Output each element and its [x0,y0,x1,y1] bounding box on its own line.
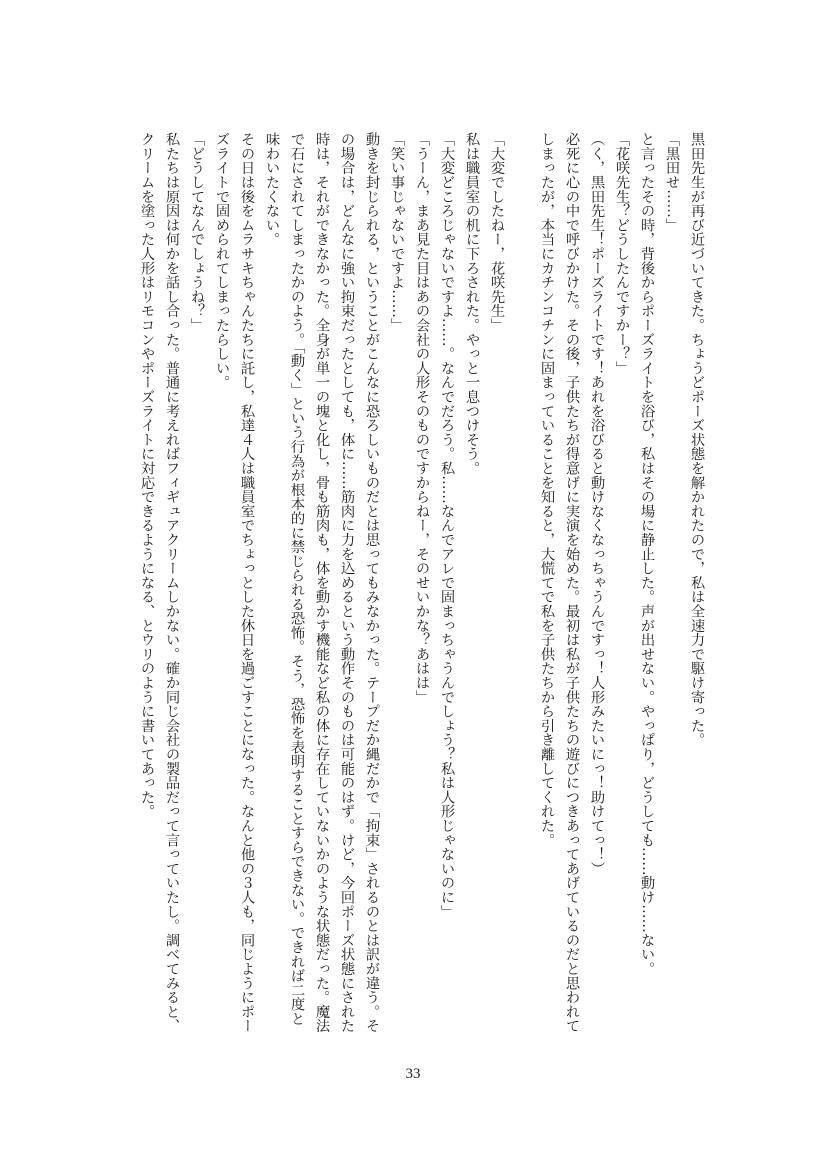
text-column: 私たちは原因は何かを話し合った。普通に考えればフィギュアクリームしかない。確か同じ会社の製品だって言っていたし。調べてみると、 [164,132,180,1033]
text-column: 「笑い事じゃないですよ……」 [389,132,405,333]
page-number: 33 [405,1066,421,1082]
text-column: 私は職員室の机に下ろされた。やっと一息つけそう。 [464,132,480,476]
text-column: 動きを封じられる，ということがこんなに恐ろしいものだとは思ってもみなかった。テープだか縄だかで「拘束」されるのとは訳が違う。そ [364,132,380,1033]
text-column: 時は，それができなかった。全身が単一の塊と化し，骨も筋肉も，体を動かす機能など私の体に存在していないかのような状態だった。魔法 [314,132,330,1033]
text-column: 「うーん，まあ見た目はあの会社の人形そのものですからねー，そのせいかな？あはは」 [414,132,430,704]
text-column: ズライトで固められてしまったらしい。 [214,132,230,390]
text-column: （く，黒田先生！ポーズライトです！あれを浴びると動けなくなっちゃうんですっ！人形みたいにっ！助けてっ！） [589,132,605,876]
text-column: と言ったその時，背後からポーズライトを浴び，私はその場に静止した。声が出せない。やっぱり，どうしても……動け……ない。 [639,132,655,976]
text-column: 黒田先生が再び近づいてきた。ちょうどポーズ状態を解かれたので，私は全速力で駆け寄った。 [689,132,705,747]
text-column: 味わいたくない。 [264,132,280,247]
body-text [134,132,709,1047]
text-column: 「大変どころじゃないですよ……。なんでだろう。私……なんでアレで固まっちゃうんでしょう？私は人形じゃないのに」 [439,132,455,919]
blank-column [509,132,534,1047]
text-column: その日は後をムラサキちゃんたちに託し，私達４人は職員室でちょっとした休日を過ごすことになった。なんと他の３人も，同じようにポー [239,132,255,1033]
text-column: クリームを塗った人形はリモコンやポーズライトに対応できるようになる、とウリのように書いてあった。 [139,132,155,819]
text-column: 「花咲先生？どうしたんですかー？」 [614,132,630,376]
text-column: 「大変でしたねー，花咲先生」 [489,132,505,333]
text-column: 「黒田せ……」 [664,132,680,233]
text-column: 必死に心の中で呼びかけた。その後，子供たちが得意げに実演を始めた。最初は私が子供たちの遊びにつきあってあげているのだと思われて [564,132,580,1033]
text-column: で石にされてしまったかのよう。「動く」という行為が根本的に禁じられる恐怖。そう，恐怖を表明することすらできない。できれば二度と [289,132,305,1026]
text-column: 「どうしてなんでしょうね？」 [189,132,205,333]
text-column: しまったが，本当にカチンコチンに固まっていることを知ると，大慌てで私を子供たちから引き離してくれた。 [539,132,555,847]
text-column: の場合は，どんなに強い拘束だったとしても，体に……筋肉に力を込めるという動作そのものは可能のはず。けど，今回ポーズ状態にされた [339,132,355,1033]
